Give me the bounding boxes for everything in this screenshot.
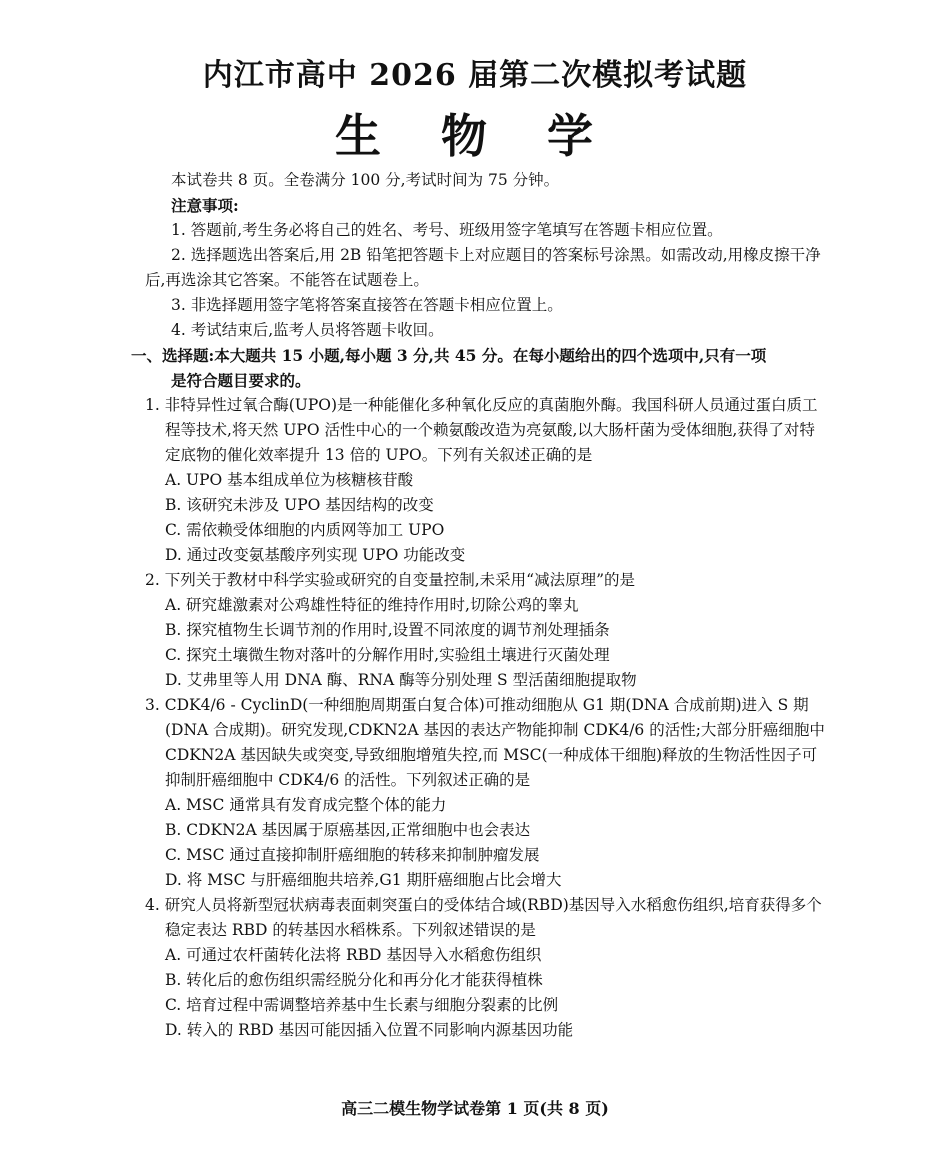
notice-item-1: 1. 答题前,考生务必将自己的姓名、考号、班级用签字笔填写在答题卡相应位置。	[171, 221, 723, 239]
option-c: C. 探究土壤微生物对落叶的分解作用时,实验组土壤进行灭菌处理	[165, 646, 610, 664]
option-b: B. 转化后的愈伤组织需经脱分化和再分化才能获得植株	[165, 971, 543, 989]
notice-heading: 注意事项:	[171, 196, 239, 215]
exam-intro: 本试卷共 8 页。全卷满分 100 分,考试时间为 75 分钟。	[171, 171, 560, 189]
question-stem: 2. 下列关于教材中科学实验或研究的自变量控制,未采用“减法原理”的是	[145, 571, 635, 589]
question-2	[145, 568, 825, 693]
page-footer: 高三二模生物学试卷第 1 页(共 8 页)	[341, 1099, 609, 1118]
option-d: D. 艾弗里等人用 DNA 酶、RNA 酶等分别处理 S 型活菌细胞提取物	[165, 671, 637, 689]
section-heading: 一、选择题:本大题共 15 小题,每小题 3 分,共 45 分。在每小题给出的四个选项中,只有一项	[131, 346, 767, 365]
option-a: A. UPO 基本组成单位为核糖核苷酸	[165, 471, 414, 489]
question-stem: 4. 研究人员将新型冠状病毒表面刺突蛋白的受体结合域(RBD)基因导入水稻愈伤组织,培育获得多个稳定表达 RBD 的转基因水稻株系。下列叙述错误的是	[145, 896, 822, 939]
option-a: A. MSC 通常具有发育成完整个体的能力	[165, 796, 447, 814]
subject-title: 生 物 学	[334, 109, 616, 163]
option-d: D. 转入的 RBD 基因可能因插入位置不同影响内源基因功能	[165, 1021, 574, 1039]
notice-item-3: 3. 非选择题用签字笔将答案直接答在答题卡相应位置上。	[171, 296, 563, 314]
question-stem: 1. 非特异性过氧合酶(UPO)是一种能催化多种氧化反应的真菌胞外酶。我国科研人员通过蛋白质工程等技术,将天然 UPO 活性中心的一个赖氨酸改造为亮氨酸,以大肠杆菌为受体细胞,获得了对特定底物的催化效率提升 13 倍的 UPO。下列有关叙述正确的是	[145, 396, 818, 464]
exam-title: 内江市高中 2026 届第二次模拟考试题	[202, 58, 748, 93]
option-d: D. 通过改变氨基酸序列实现 UPO 功能改变	[165, 546, 466, 564]
question-4	[145, 893, 825, 1043]
option-c: C. 培育过程中需调整培养基中生长素与细胞分裂素的比例	[165, 996, 559, 1014]
question-3	[145, 693, 825, 893]
option-d: D. 将 MSC 与肝癌细胞共培养,G1 期肝癌细胞占比会增大	[165, 871, 562, 889]
notice-item-4: 4. 考试结束后,监考人员将答题卡收回。	[171, 321, 444, 339]
option-a: A. 研究雄激素对公鸡雄性特征的维持作用时,切除公鸡的睾丸	[165, 596, 579, 614]
option-b: B. 探究植物生长调节剂的作用时,设置不同浓度的调节剂处理插条	[165, 621, 610, 639]
exam-body	[131, 168, 825, 1043]
option-a: A. 可通过农杆菌转化法将 RBD 基因导入水稻愈伤组织	[165, 946, 542, 964]
option-c: C. MSC 通过直接抑制肝癌细胞的转移来抑制肿瘤发展	[165, 846, 540, 864]
option-b: B. 该研究未涉及 UPO 基因结构的改变	[165, 496, 434, 514]
notice-item-2: 2. 选择题选出答案后,用 2B 铅笔把答题卡上对应题目的答案标号涂黑。如需改动,用橡皮擦干净后,再选涂其它答案。不能答在试题卷上。	[145, 246, 821, 289]
option-c: C. 需依赖受体细胞的内质网等加工 UPO	[165, 521, 445, 539]
section-heading-cont: 是符合题目要求的。	[171, 371, 311, 390]
option-b: B. CDKN2A 基因属于原癌基因,正常细胞中也会表达	[165, 821, 531, 839]
question-1	[145, 393, 825, 568]
question-stem: 3. CDK4/6 - CyclinD(一种细胞周期蛋白复合体)可推动细胞从 G1 期(DNA 合成前期)进入 S 期(DNA 合成期)。研究发现,CDKN2A 基因的表达产物能抑制 CDK4/6 的活性;大部分肝癌细胞中 CDKN2A 基因缺失或突变,导致细胞增殖失控,而 MSC(一种成体干细胞)释放的生物活性因子可抑制肝癌细胞中 CDK4/6 的活性。下列叙述正确的是	[145, 696, 825, 789]
